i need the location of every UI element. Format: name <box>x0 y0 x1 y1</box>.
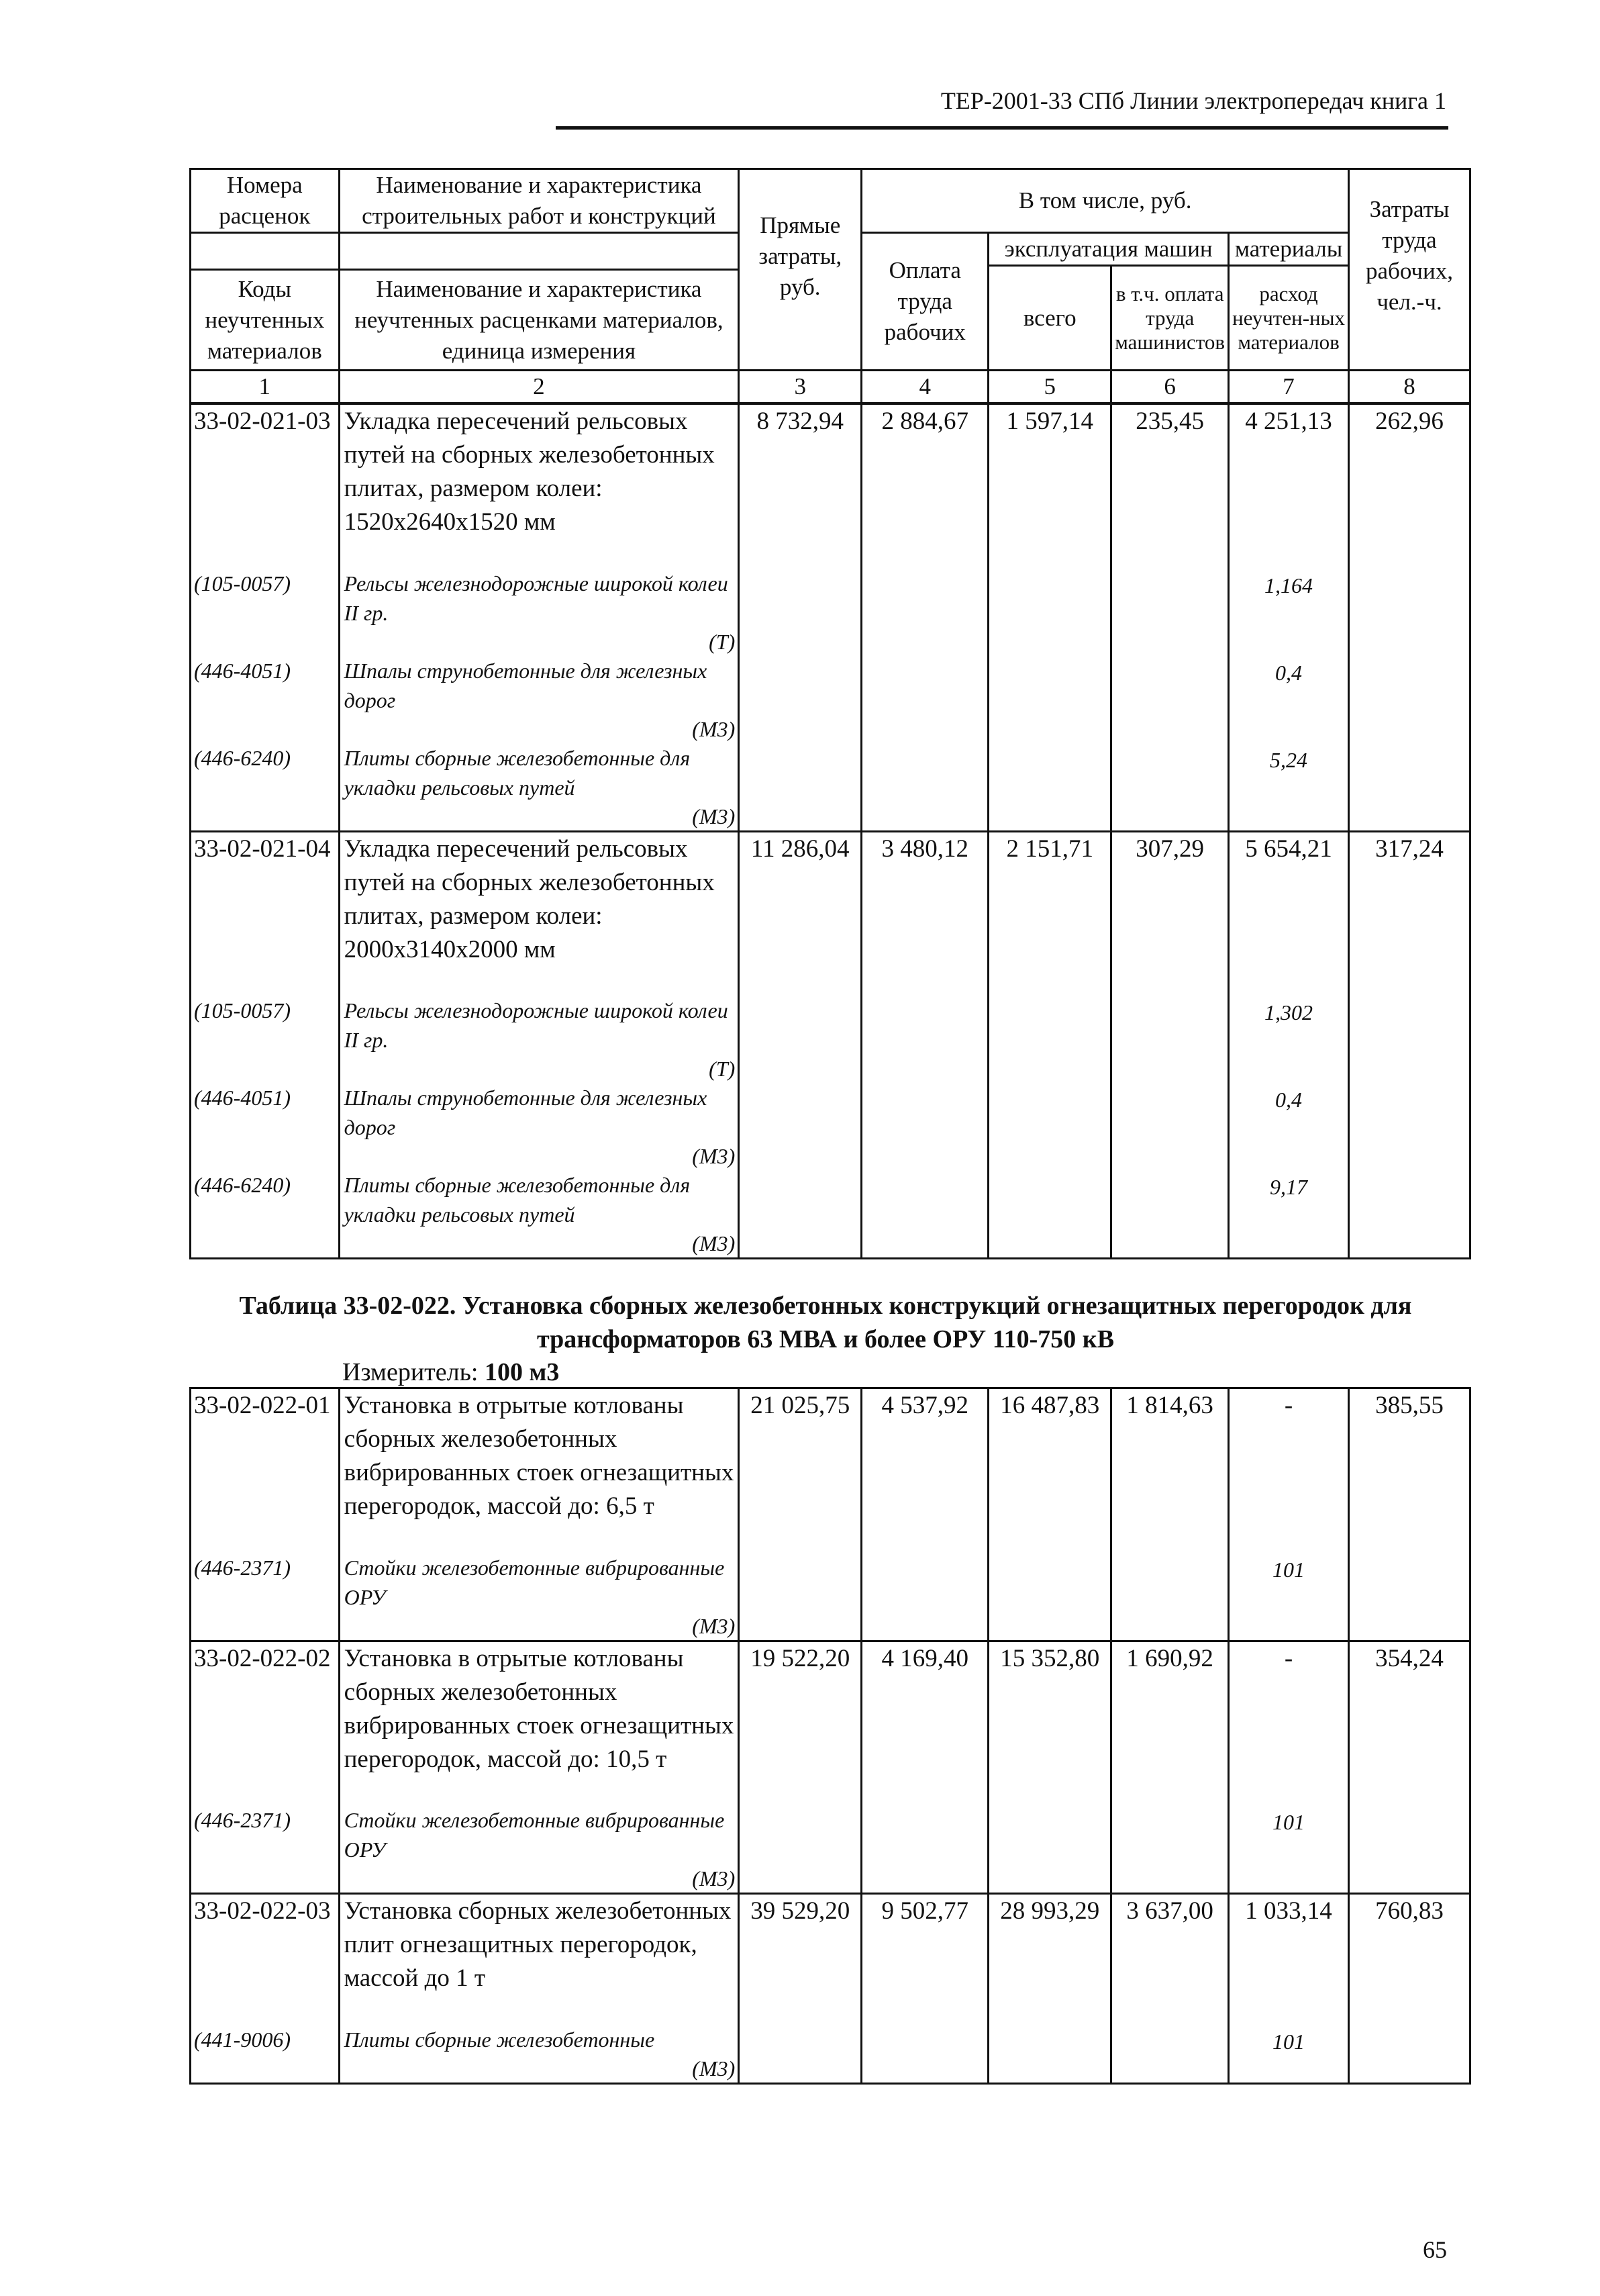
material-name: Плиты сборные железобетонные для укладки рельсовых путей (М3) <box>339 743 739 832</box>
material-name: Рельсы железнодорожные широкой колеи II гр. (Т) <box>339 996 739 1083</box>
material-row <box>191 1170 1470 1259</box>
material-quantity: 1,164 <box>1229 569 1349 656</box>
material-code: (446-6240) <box>191 1170 340 1259</box>
rate-code: 33-02-021-04 <box>191 831 340 996</box>
material-code: (446-4051) <box>191 1083 340 1170</box>
material-row <box>191 1083 1470 1170</box>
rate-code: 33-02-022-02 <box>191 1641 340 1805</box>
col-number-7: 7 <box>1229 371 1349 403</box>
machine-cost-total: 28 993,29 <box>989 1894 1111 2025</box>
materials-cost: 4 251,13 <box>1229 404 1349 569</box>
direct-cost: 21 025,75 <box>739 1388 862 1553</box>
machine-operator-labor: 1 814,63 <box>1111 1388 1229 1553</box>
measure-line <box>342 1356 559 1388</box>
rate-code: 33-02-022-01 <box>191 1388 340 1553</box>
materials-cost: 1 033,14 <box>1229 1894 1349 2025</box>
materials-cost: 5 654,21 <box>1229 831 1349 996</box>
material-unit: (М3) <box>692 1613 736 1638</box>
machine-cost-total: 15 352,80 <box>989 1641 1111 1805</box>
col6-header: в т.ч. оплата труда машинистов <box>1111 266 1229 371</box>
machine-operator-labor: 307,29 <box>1111 831 1229 996</box>
material-quantity: 101 <box>1229 2025 1349 2084</box>
work-name: Установка в отрытые котлованы сборных железобетонных вибрированных стоек огнезащитных перегородок, массой до: 6,5 т <box>339 1388 739 1553</box>
material-code: (446-2371) <box>191 1553 340 1641</box>
material-name: Шпалы струнобетонные для железных дорог (М3) <box>339 656 739 743</box>
material-quantity: 101 <box>1229 1805 1349 1894</box>
col1-header-top-cont <box>191 233 340 270</box>
material-code: (446-6240) <box>191 743 340 832</box>
material-name: Плиты сборные железобетонные (М3) <box>339 2025 739 2084</box>
material-name: Рельсы железнодорожные широкой колеи II гр. (Т) <box>339 569 739 656</box>
labor-cost: 2 884,67 <box>862 404 989 569</box>
direct-cost: 39 529,20 <box>739 1894 862 2025</box>
col-number-1: 1 <box>191 371 340 403</box>
labor-cost: 9 502,77 <box>862 1894 989 2025</box>
col4-header: Оплата труда рабочих <box>862 233 989 371</box>
rates-table-021 <box>189 403 1471 1259</box>
material-row <box>191 996 1470 1083</box>
machine-cost-total: 16 487,83 <box>989 1388 1111 1553</box>
col1-header-top: Номера расценок <box>191 169 340 233</box>
page-number: 65 <box>1423 2236 1447 2263</box>
labor-hours: 760,83 <box>1349 1894 1470 2025</box>
header-rule <box>556 126 1448 130</box>
labor-cost: 4 169,40 <box>862 1641 989 1805</box>
labor-hours: 354,24 <box>1349 1641 1470 1805</box>
table-row <box>191 831 1470 996</box>
material-quantity: 9,17 <box>1229 1170 1349 1259</box>
col3-header: Прямые затраты, руб. <box>739 169 862 371</box>
material-code: (441-9006) <box>191 2025 340 2084</box>
table-row <box>191 404 1470 569</box>
material-quantity: 1,302 <box>1229 996 1349 1083</box>
col8-header: Затраты труда рабочих, чел.-ч. <box>1349 169 1470 371</box>
col-number-4: 4 <box>862 371 989 403</box>
material-name: Стойки железобетонные вибрированные ОРУ (М3) <box>339 1553 739 1641</box>
table-row <box>191 1388 1470 1553</box>
work-name: Укладка пересечений рельсовых путей на сборных железобетонных плитах, размером колеи: 2000х3140х2000 мм <box>339 831 739 996</box>
col2-header-top: Наименование и характеристика строительных работ и конструкций <box>339 169 739 233</box>
material-unit: (М3) <box>692 804 736 828</box>
material-unit: (М3) <box>692 1144 736 1168</box>
work-name: Установка сборных железобетонных плит огнезащитных перегородок, массой до 1 т <box>339 1894 739 2025</box>
work-name: Установка в отрытые котлованы сборных железобетонных вибрированных стоек огнезащитных перегородок, массой до: 10,5 т <box>339 1641 739 1805</box>
direct-cost: 19 522,20 <box>739 1641 862 1805</box>
machine-operator-labor: 1 690,92 <box>1111 1641 1229 1805</box>
material-quantity: 0,4 <box>1229 1083 1349 1170</box>
material-code: (446-2371) <box>191 1805 340 1894</box>
direct-cost: 11 286,04 <box>739 831 862 996</box>
material-unit: (М3) <box>692 2056 736 2080</box>
material-quantity: 0,4 <box>1229 656 1349 743</box>
material-code: (105-0057) <box>191 569 340 656</box>
labor-hours: 262,96 <box>1349 404 1470 569</box>
table-row <box>191 1641 1470 1805</box>
material-row <box>191 2025 1470 2084</box>
col5-header: всего <box>989 266 1111 371</box>
material-unit: (М3) <box>692 1231 736 1255</box>
materials-cost: - <box>1229 1388 1349 1553</box>
measure-value: 100 м3 <box>485 1358 560 1386</box>
material-code: (446-4051) <box>191 656 340 743</box>
col-number-6: 6 <box>1111 371 1229 403</box>
machine-operator-labor: 3 637,00 <box>1111 1894 1229 2025</box>
machine-operator-labor: 235,45 <box>1111 404 1229 569</box>
machine-cost-total: 1 597,14 <box>989 404 1111 569</box>
col2-header-top-cont <box>339 233 739 270</box>
material-row <box>191 656 1470 743</box>
measure-label: Измеритель: <box>342 1358 479 1386</box>
labor-cost: 3 480,12 <box>862 831 989 996</box>
col-number-5: 5 <box>989 371 1111 403</box>
col1-header-bottom: Коды неучтенных материалов <box>191 270 340 371</box>
col2-header-bottom: Наименование и характеристика неучтенных расценками материалов, единица измерения <box>339 270 739 371</box>
materials-group-header: материалы <box>1229 233 1349 266</box>
labor-hours: 317,24 <box>1349 831 1470 996</box>
material-row <box>191 1805 1470 1894</box>
col-number-8: 8 <box>1349 371 1470 403</box>
material-row <box>191 743 1470 832</box>
direct-cost: 8 732,94 <box>739 404 862 569</box>
labor-cost: 4 537,92 <box>862 1388 989 1553</box>
material-quantity: 101 <box>1229 1553 1349 1641</box>
work-name: Укладка пересечений рельсовых путей на сборных железобетонных плитах, размером колеи: 1520х2640х1520 мм <box>339 404 739 569</box>
rate-code: 33-02-021-03 <box>191 404 340 569</box>
table-title: Таблица 33-02-022. Установка сборных железобетонных конструкций огнезащитных перегородок для трансформаторов 63 МВА и более ОРУ 110-750 кВ <box>239 1292 1412 1353</box>
col-number-2: 2 <box>339 371 739 403</box>
machines-group-header: эксплуатация машин <box>989 233 1229 266</box>
material-quantity: 5,24 <box>1229 743 1349 832</box>
material-code: (105-0057) <box>191 996 340 1083</box>
material-name: Стойки железобетонные вибрированные ОРУ (М3) <box>339 1805 739 1894</box>
material-name: Плиты сборные железобетонные для укладки рельсовых путей (М3) <box>339 1170 739 1259</box>
col-number-3: 3 <box>739 371 862 403</box>
rates-table-022 <box>189 1387 1471 2085</box>
table-row <box>191 1894 1470 2025</box>
material-name: Шпалы струнобетонные для железных дорог (М3) <box>339 1083 739 1170</box>
col7-header: расход неучтен-ных материалов <box>1229 266 1349 371</box>
included-group-header: В том числе, руб. <box>862 169 1349 233</box>
material-row <box>191 569 1470 656</box>
material-unit: (М3) <box>692 1866 736 1891</box>
material-row <box>191 1553 1470 1641</box>
materials-cost: - <box>1229 1641 1349 1805</box>
material-unit: (М3) <box>692 716 736 741</box>
machine-cost-total: 2 151,71 <box>989 831 1111 996</box>
material-unit: (Т) <box>709 629 736 654</box>
material-unit: (Т) <box>709 1057 736 1081</box>
rate-code: 33-02-022-03 <box>191 1894 340 2025</box>
running-head: ТЕР-2001-33 СПб Линии электропередач книга 1 <box>940 87 1446 114</box>
labor-hours: 385,55 <box>1349 1388 1470 1553</box>
column-header-table <box>189 168 1471 404</box>
